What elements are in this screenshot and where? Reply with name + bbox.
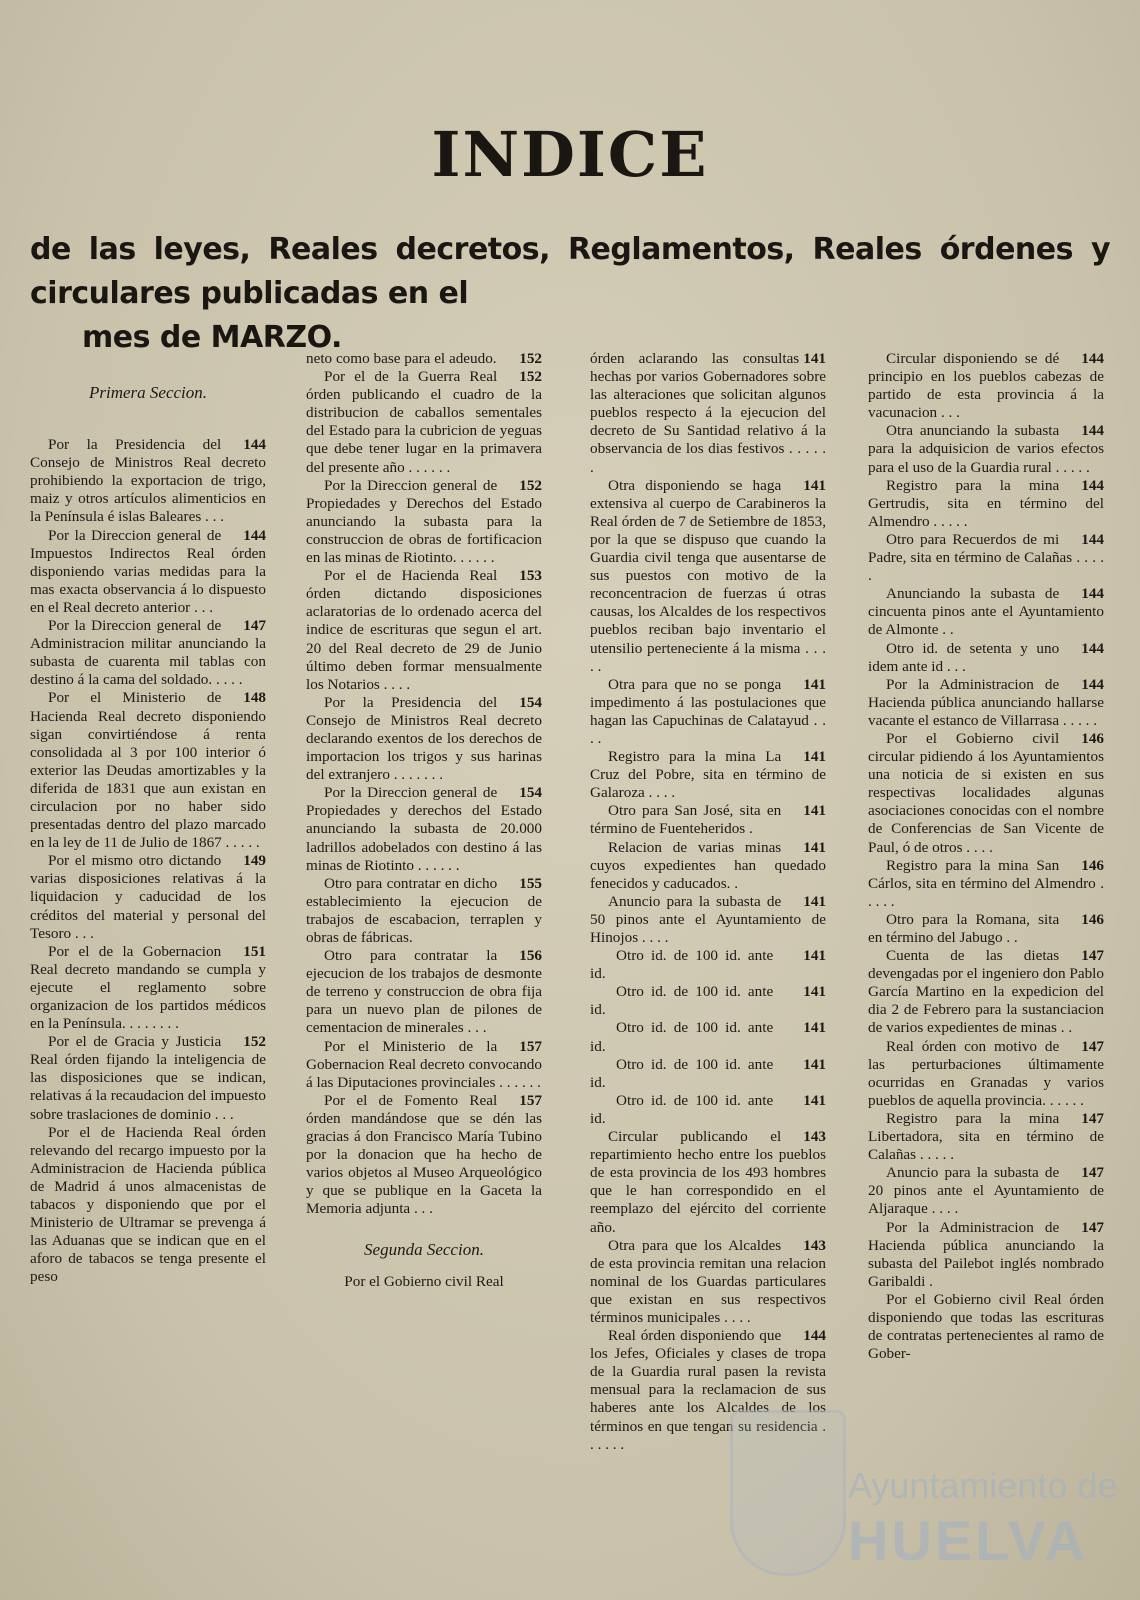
index-entry [306,694,542,784]
entry-page-number: 144 [1081,675,1104,693]
entry-page-number: 154 [519,784,542,802]
column-2 [306,350,542,1460]
entry-text: Anuncio para la subasta de 50 pinos ante el Ayuntamiento de Hinojos . . . . [590,892,826,946]
entry-text: neto como base para el adeudo. [306,350,497,367]
entry-text: Otro para contratar la ejecucion de los trabajos de desmonte de terreno y construccion de obra fija para un nuevo plan de pilones de cementacion de minerales . . . [306,947,542,1037]
entry-page-number: 143 [803,1236,826,1254]
entry-text: Por la Direccion general de Propiedades y derechos del Estado anunciando la subasta de 20.000 ladrillos adobelados con destino á las minas de Riotinto . . . . . . [306,784,542,874]
entry-page-number: 144 [1081,585,1104,603]
entry-page-number: 147 [1081,1037,1104,1055]
index-entry [868,676,1104,730]
column-1 [30,350,266,1460]
index-entry: Por el Gobierno civil Real [344,1272,504,1290]
entry-page-number: 156 [519,947,542,965]
entry-page-number: 141 [803,1091,826,1109]
index-entry [30,617,266,689]
entry-page-number: 141 [803,350,826,367]
entry-text: Anuncio para la subasta de 20 pinos ante el Ayuntamiento de Aljaraque . . . . [868,1164,1104,1218]
entry-text: Otra para que no se ponga impedimento á las postulaciones que hagan las Capuchinas de Calatayud . . . . [590,675,826,747]
entry-text: Real órden con motivo de las perturbaciones últimamente ocurridas en Granadas y varios pueblos de aquella provincia. . . . . . [868,1037,1104,1109]
entry-page-number: 146 [1081,910,1104,928]
entry-text: Otro para la Romana, sita en término del Jabugo . . [868,910,1060,946]
index-entry [590,839,826,893]
entry-text: Por la Direccion general de Administracion militar anunciando la subasta de cuarenta mil tablas con destino á la cama del soldado. . . . . [30,617,266,689]
index-entry [306,875,542,947]
index-entry [868,947,1104,1037]
entry-page-number: 147 [1081,1164,1104,1182]
index-entry [590,1237,826,1327]
index-entry [306,1092,542,1219]
index-entry [868,1038,1104,1110]
entry-text: Otro id. de setenta y uno idem ante id . . . [868,639,1060,675]
entry-text: Real órden disponiendo que los Jefes, Oficiales y clases de tropa de la Guardia rural pasen la revista mensual para la reclamacion de sus haberes ante los Alcaldes de los términos en que tengan su residencia . . . . . . [590,1327,826,1453]
entry-text: Por el de la Gobernacion Real decreto mandando se cumpla y ejecute el reglamento sobre organizacion de los partidos médicos en la Península. . . . . . . . [30,942,266,1033]
index-entry [868,1110,1104,1164]
index-entry [306,368,542,477]
subtitle-line-2: mes de MARZO. [82,320,342,355]
entry-text: Por la Administracion de Hacienda pública anunciando la subasta del Pailebot inglés nombrado Garibaldi . [868,1218,1104,1290]
index-entry [306,947,542,1037]
entry-page-number: 144 [1081,639,1104,657]
entry-page-number: 144 [1081,422,1104,440]
entry-page-number: 141 [803,892,826,910]
entry-text: Relacion de varias minas cuyos expedientes han quedado fenecidos y caducados. . [590,838,826,892]
index-entry [590,1056,826,1092]
entry-page-number: 146 [1081,856,1104,874]
entry-page-number: 141 [803,1055,826,1073]
entry-text: Otro id. de 100 id. ante id. [590,983,774,1019]
index-entry [30,943,266,1033]
entry-text: Otro para contratar en dicho establecimiento la ejecucion de trabajos de escabacion, terraplen y obras de fábricas. [306,874,542,946]
entry-page-number: 141 [803,675,826,693]
entry-page-number: 141 [803,476,826,494]
entry-text: Por el de Fomento Real órden mandándose que se dén las gracias á don Francisco María Tubino por la donacion que ha hecho de varios objetos al Museo Arqueológico y que se publique en la Gaceta la Memoria adjunta . . . [306,1091,542,1218]
entry-page-number: 152 [519,368,542,386]
page-title: INDICE [431,118,709,191]
index-entry [868,531,1104,585]
index-entry [30,1124,266,1287]
index-entry [30,852,266,942]
entry-page-number: 152 [519,476,542,494]
entry-text: Por el mismo otro dictando varias disposiciones relativas á la liquidacion y caducidad de los créditos del material y personal del Tesoro . . . [30,852,266,942]
index-entry [868,477,1104,531]
page-subtitle [30,228,1110,360]
index-entry [30,527,266,617]
entry-text: Otro para San José, sita en término de Fuenteheridos . [590,802,782,838]
entry-page-number: 146 [1081,729,1104,747]
index-entry [30,689,266,852]
column-4 [868,350,1104,1460]
index-entry [30,1033,266,1123]
entry-text: Otra anunciando la subasta para la adquisicion de varios efectos para el uso de la Guardia rural . . . . . [868,422,1104,476]
index-entry [868,911,1104,947]
index-entry [590,1019,826,1055]
index-entry [306,477,542,567]
index-entry [590,748,826,802]
index-entry [590,983,826,1019]
entry-page-number: 147 [1081,947,1104,965]
entry-text: Anunciando la subasta de cincuenta pinos ante el Ayuntamiento de Almonte . . [868,585,1104,639]
subtitle-line-1: de las leyes, Reales decretos, Reglamentos, Reales órdenes y circulares publicadas en el [30,232,1110,311]
index-entry [868,1219,1104,1291]
index-entry [306,350,542,368]
entry-page-number: 151 [243,942,266,960]
entry-page-number: 141 [803,983,826,1001]
entry-text: Por el de Gracia y Justicia Real órden fijando la inteligencia de las disposiciones que se indican, relativas á la recaudacion del impuesto sobre traslaciones de dominio . . . [30,1033,266,1123]
entry-text: Otro para Recuerdos de mi Padre, sita en término de Calañas . . . . . [868,530,1104,585]
entry-text: Por el Ministerio de la Gobernacion Real decreto convocando á las Diputaciones provinciales . . . . . . [306,1037,542,1091]
column-3 [590,350,826,1460]
entry-text: Por la Direccion general de Impuestos Indirectos Real órden disponiendo varias medidas para la mas exacta observancia á lo dispuesto en el Real decreto anterior . . . [30,526,266,616]
entry-page-number: 148 [243,689,266,707]
entry-text: Por el Ministerio de Hacienda Real decreto disponiendo sigan convirtiéndose á renta consolidada al 3 por 100 interior ó exterior las Deudas amortizables y la diferida de 1831 que aun existan en circulacion por no haber sido presentadas dentro del plazo marcado en la ley de 11 de Julio de 1867 . . . . . [30,689,266,852]
entry-page-number: 141 [803,748,826,766]
watermark-bottom: HUELVA [848,1509,1088,1572]
index-entry [306,567,542,694]
entry-text: Por la Presidencia del Consejo de Ministros Real decreto declarando exentos de los derechos de importacion los trigos y sus harinas del extranjero . . . . . . . [306,693,542,784]
entry-text: Por el Gobierno civil Real órden disponiendo que todas las escrituras de contratas pertenecientes al ramo de Gober- [868,1290,1104,1363]
entry-text: Otra disponiendo se haga extensiva al cuerpo de Carabineros la Real órden de 7 de Setiembre de 1853, por la que se dispuso que cuando la Guardia civil tenga que ausentarse de sus puestos con motivo de la reconcentracion de fuerzas ú otras causas, los Alcaldes de los respectivos pueblos reciban bajo inventario el utensilio perteneciente á la misma . . . . . [590,476,826,675]
entry-page-number: 147 [1081,1218,1104,1236]
index-entry [590,1128,826,1237]
index-entry [868,585,1104,639]
entry-page-number: 152 [519,350,542,367]
entry-page-number: 147 [243,617,266,635]
index-entry [306,784,542,874]
entry-page-number: 153 [519,567,542,585]
index-entry [868,350,1104,422]
entry-page-number: 149 [243,852,266,870]
entry-text: Otro id. de 100 id. ante id. [590,1019,774,1055]
entry-text: Por la Direccion general de Propiedades y Derechos del Estado anunciando la subasta para la construccion de obras de fortificacion en las minas de Riotinto. . . . . . [306,476,542,567]
index-entry [868,730,1104,857]
entry-text: Registro para la mina Libertadora, sita en término de Calañas . . . . . [868,1109,1104,1164]
entry-page-number: 147 [1081,1109,1104,1127]
entry-page-number: 144 [243,526,266,544]
entry-text: Circular publicando el repartimiento hecho entre los pueblos de esta provincia de los 493 hombres que le han correspondido en el reemplazo del ejército del corriente año. [590,1128,826,1236]
entry-text: Registro para la mina San Cárlos, sita en término del Almendro . . . . . [868,856,1104,910]
entry-text: Por la Presidencia del Consejo de Ministros Real decreto prohibiendo la exportacion de trigo, maiz y otros artículos alimenticios en la Península é islas Baleares . . . [30,436,266,526]
entry-text: Cuenta de las dietas devengadas por el ingeniero don Pablo García Martino en la expedicion del dia 2 de Febrero para la sustanciacion de varios expedientes de minas . . [868,947,1104,1037]
entry-text: Por el Gobierno civil circular pidiendo á los Ayuntamientos una noticia de si existen en sus respectivas localidades algunas asociaciones conocidas con el nombre de Conferencias de San Vicente de Paul, ó de otros . . . . [868,729,1104,856]
entry-text: Otro id. de 100 id. ante id. [590,1055,774,1091]
entry-text: Por el de Hacienda Real órden relevando del recargo impuesto por la Administracion de Hacienda pública de Madrid á unos almacenistas de tabacos y disponiendo que por el Ministerio de Ultramar se prevenga á las Aduanas que se indican que en el aforo de tabacos se tenga presente el peso [30,1123,266,1286]
index-entry [590,1327,826,1454]
entry-text: Otro id. de 100 id. ante id. [590,947,774,983]
entry-page-number: 141 [803,838,826,856]
index-entry [868,857,1104,911]
entry-page-number: 154 [519,693,542,711]
watermark-top: Ayuntamiento de [848,1465,1118,1506]
index-entry [590,350,826,477]
entry-page-number: 141 [803,802,826,820]
entry-text: Circular disponiendo se dé principio en los pueblos cabezas de partido de esta provincia á la vacunacion . . . [868,350,1104,422]
index-entry [868,640,1104,676]
entry-text: Por el de la Guerra Real órden publicando el cuadro de la distribucion de caballos sementales del Estado para la cubricion de yeguas que debe tener lugar en la primavera del presente año . . . . . . [306,368,542,476]
entry-text: Otro id. de 100 id. ante id. [590,1091,774,1127]
index-entry [868,1164,1104,1218]
index-entry [590,1092,826,1128]
entry-page-number: 144 [1081,530,1104,548]
entry-text: Registro para la mina Gertrudis, sita en término del Almendro . . . . . [868,476,1104,530]
entry-page-number: 141 [803,947,826,965]
entry-text: Otra para que los Alcaldes de esta provincia remitan una relacion nominal de los Guardas particulares que existan en sus respectivos términos municipales . . . . [590,1236,826,1326]
index-entry [590,477,826,676]
entry-page-number: 152 [243,1033,266,1051]
entry-text: Registro para la mina La Cruz del Pobre, sita en término de Galaroza . . . . [590,748,826,802]
section-heading-segunda: Segunda Seccion. [364,1239,484,1259]
entry-page-number: 141 [803,1019,826,1037]
entry-page-number: 144 [1081,476,1104,494]
entry-page-number: 144 [243,436,266,454]
entry-text: Por la Administracion de Hacienda pública anunciando hallarse vacante el estanco de Villarrasa . . . . . [868,675,1104,729]
entry-page-number: 144 [1081,350,1104,367]
entry-page-number: 157 [519,1037,542,1055]
entry-text: órden aclarando las consultas hechas por varios Gobernadores sobre las alteraciones que solicitan algunos pueblos respecto á la ejecucion del decreto de Su Santidad relativo á la observancia de los dias festivos . . . . . . [590,350,826,476]
entry-page-number: 144 [803,1327,826,1345]
index-entry [868,422,1104,476]
index-entry [590,676,826,748]
entry-page-number: 143 [803,1128,826,1146]
index-entry [590,893,826,947]
index-entry [306,1038,542,1092]
index-entry [590,802,826,838]
index-entry [868,1291,1104,1363]
index-entry [590,947,826,983]
section-heading-primera: Primera Seccion. [88,383,208,402]
entry-page-number: 155 [519,874,542,892]
entry-text: Por el de Hacienda Real órden dictando disposiciones aclaratorias de lo ordenado acerca del indice de escrituras que segun el art. 20 del Real decreto de 29 de Junio último deben formar mensualmente los Notarios . . . . [306,567,542,693]
entry-page-number: 157 [519,1091,542,1109]
index-entry [30,436,266,526]
